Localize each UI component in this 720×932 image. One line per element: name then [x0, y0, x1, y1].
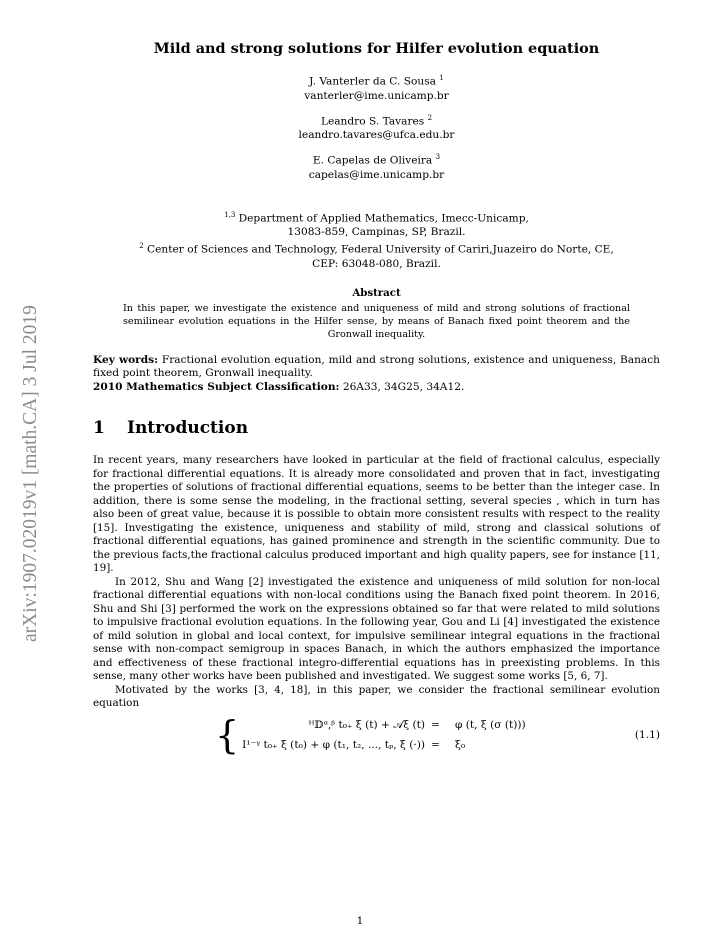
arxiv-stamp-text: arXiv:1907.02019v1 [math.CA] 3 Jul 2019: [20, 305, 41, 642]
equation-lhs: ᴴ𝔻ᵅ,ᵝ t₀₊ ξ (t) + 𝒜ξ (t): [308, 718, 425, 731]
author-email: vanterler@ime.unicamp.br: [304, 89, 449, 102]
msc-text: 26A33, 34G25, 34A12.: [342, 380, 465, 393]
left-brace: {: [215, 712, 240, 757]
author-mark: 3: [435, 153, 441, 162]
author-name-line: [93, 71, 660, 89]
equation-row: [233, 719, 543, 737]
author-block-3: [93, 150, 660, 182]
equation-lhs: I¹⁻ᵞ t₀₊ ξ (t₀) + φ (t₁, t₂, ..., tₚ, ξ (·)): [242, 738, 425, 751]
author-name-line: [93, 150, 660, 168]
section-heading: [93, 418, 660, 438]
author-email: leandro.tavares@ufca.edu.br: [298, 129, 455, 142]
affiliation-mark: 2: [139, 242, 144, 251]
affiliation-line: [93, 239, 660, 257]
affiliations: [93, 208, 660, 271]
page-number: 1: [356, 915, 364, 927]
equation-1-1: [93, 712, 660, 761]
paragraph: In 2012, Shu and Wang [2] investigated the existence and uniqueness of mild solution for non-local fractional differential equations with non-local conditions using the Banach fixed point theorem. In 2016, Shu and Shi [3] performed the work on the expressions obtained so far that were related to mild solutions to impulsive fractional evolution equations. In the following year, Gou and Li [4] investigated the existence of mild solution in global and local context, for impulsive semilinear integral equations in the fractional sense with non-compact semigroup in spaces Banach, in which the authors emphasized the importance and effectiveness of these fractional integro-differential equations has in preexisting problems. In this sense, many other works have been published and investigated. We suggest some works [5, 6, 7].: [93, 575, 660, 683]
paragraph: In recent years, many researchers have looked in particular at the field of fractional calculus, especially for fractional differential equations. It is already more consolidated and proven that in fact, investigating the properties of solutions of fractional differential equations, seems to be better than the integer case. In addition, there is some sense the modeling, in the fractional setting, several species , which in turn has also been of great value, because it is possible to obtain more consistent results with respect to the reality [15]. Investigating the existence, uniqueness and stability of mild, strong and classical solutions of fractional differential equations, has gained prominence and strength in the scientific community. Due to the previous facts,the fractional calculus produced important and high quality papers, see for instance [11, 19].: [93, 454, 660, 575]
paragraph: Motivated by the works [3, 4, 18], in this paper, we consider the fractional semilinear evolution equation: [93, 683, 660, 710]
equation-number: (1.1): [634, 728, 660, 741]
equation-rhs: ξ₀: [455, 738, 466, 751]
author-name: E. Capelas de Oliveira: [312, 154, 433, 167]
author-mark: 2: [427, 113, 433, 122]
author-name: Leandro S. Tavares: [320, 115, 425, 128]
author-block-2: [93, 111, 660, 143]
author-name: J. Vanterler da C. Sousa: [309, 75, 436, 88]
msc-label: 2010 Mathematics Subject Classification:: [93, 380, 340, 393]
msc: [93, 381, 660, 395]
equation-rhs: φ (t, ξ (σ (t))): [455, 718, 526, 731]
affiliation-line: [93, 208, 660, 226]
affiliation-line: CEP: 63048-080, Brazil.: [312, 257, 441, 270]
paper-body: [93, 40, 660, 761]
author-name-line: [93, 111, 660, 129]
author-block-1: [93, 71, 660, 103]
paper-title: Mild and strong solutions for Hilfer evolution equation: [153, 40, 600, 57]
equation-row: [233, 739, 543, 757]
affiliation-mark: 1,3: [224, 210, 236, 219]
author-mark: 1: [439, 74, 444, 82]
section-title: Introduction: [127, 418, 249, 439]
author-email: capelas@ime.unicamp.br: [308, 168, 445, 181]
affiliation-text: Department of Applied Mathematics, Imecc-Unicamp,: [238, 212, 529, 225]
equation-relation: =: [431, 718, 440, 731]
abstract-text: In this paper, we investigate the existence and uniqueness of mild and strong solutions of fractional semilinear evolution equations in the Hilfer sense, by means of Banach fixed point theorem and the Gronwall inequality.: [123, 302, 630, 340]
equation-relation: =: [431, 738, 440, 751]
affiliation-text: Center of Sciences and Technology, Federal University of Cariri,Juazeiro do Norte, CE,: [147, 243, 614, 256]
section-number: 1: [93, 418, 105, 439]
keywords-label: Key words:: [93, 353, 159, 366]
abstract-heading: Abstract: [352, 286, 401, 299]
keywords-text: Fractional evolution equation, mild and strong solutions, existence and uniqueness, Banach fixed point theorem, Gronwall inequality.: [93, 353, 660, 380]
arxiv-stamp: [20, 222, 54, 642]
keywords: [93, 354, 660, 381]
affiliation-line: 13083-859, Campinas, SP, Brazil.: [287, 226, 466, 239]
